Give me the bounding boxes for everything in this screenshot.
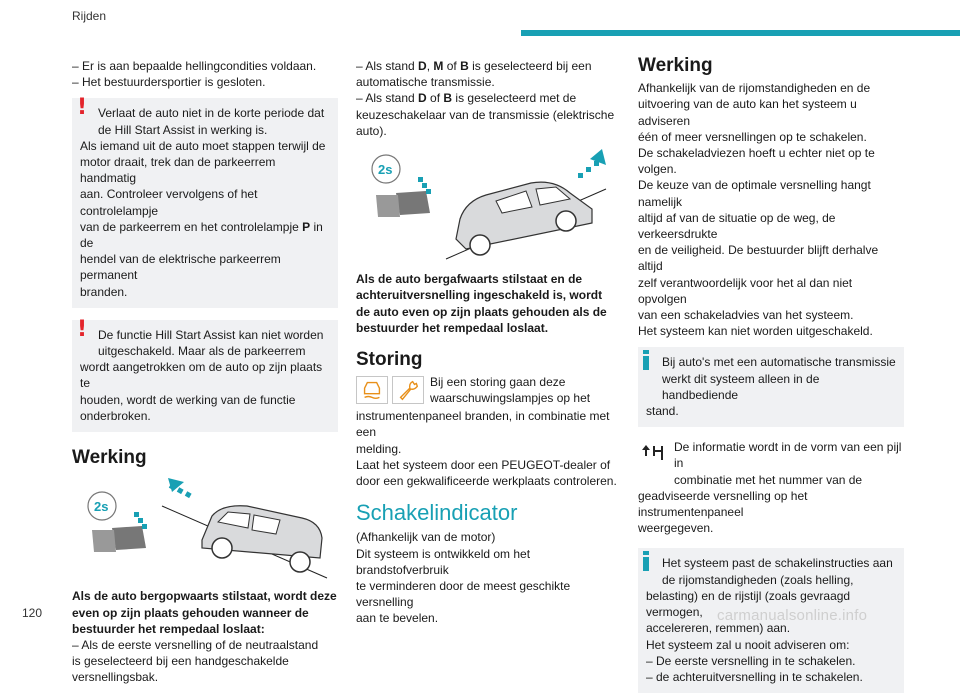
uphill-car-illustration [72, 478, 338, 578]
bullet-line: – Er is aan bepaalde hellingcondities voldaan. [72, 59, 317, 73]
column-right: Werking Afhankelijk van de rijomstandigheden en de uitvoering van de auto kan het systeem u adviseren één of meer versnellingen op te schakelen. De schakeladviezen hoeft u echter niet op te volgen. De keuze van de optimale versnelling hangt namelijk altijd af van de situatie op de weg, de verkeersdrukte en de veiligheid. De bestuurder blijft derhalve altijd zelf verantwoordelijk voor het al dan niet opvolgen van een schakeladvies van het systeem. Het systeem kan niet worden uitgeschakeld. Bij auto's met een automatische transmissie werkt dit systeem alleen in de handbediende stand. De informatie wordt in de vorm van een pijl in combinatie met het nummer van de geadviseerde versnelling op het instrumentenpaneel weergegeven. Het systeem past de schakelinstructies aan de rijomstandigheden (zoals helling, belasting) en de rijstijl (zoals gevraagd vermogen, accelereren, remmen) aan. Het systeem zal u nooit adviseren om: – De eerste versnelling in te schakelen. – de achteruitversnelling in te schakelen. [638, 58, 904, 693]
column-middle: – Als stand D, M of B is geselecteerd bij een automatische transmissie. – Als stand D of B is geselecteerd met de keuzeschakelaar van de transmissie (elektrische auto). 2s Als de auto bergafwaarts stilstaat en de achteruitversnelling ingeschakeld is, wordt de auto even op zijn plaats gehouden als de bestuurder het rempedaal loslaat. Storing Bij een storing gaan deze waarschuwingslampjes op het instrumentenpaneel branden, in combinatie met een melding. Laat het systeem door een PEUGEOT-dealer of door een gekwalificeerde werkplaats controleren. Schakelindicator (Afhankelijk van de motor) Dit systeem is ontwikkeld om het brandstofverbruik te verminderen door de meest geschikte versnelling aan te bevelen. [356, 58, 622, 627]
downhill-car-illustration [356, 149, 622, 259]
warning-box: ! Verlaat de auto niet in de korte periode dat de Hill Start Assist in werking is. Als iemand uit de auto moet stappen terwijl de motor draait, trek dan de parkeerrem handmatig aan. Controleer vervolgens of het controlelampje van de parkeerrem en het controlelampje P in de hendel van de elektrische parkeerrem permanent branden. [72, 98, 338, 307]
section-heading: Werking [638, 55, 713, 76]
warning-box: ! De functie Hill Start Assist kan niet worden uitgeschakeld. Maar als de parkeerrem wordt aangetrokken om de auto op zijn plaats te houden, wordt de werking van de functie onderbroken. [72, 320, 338, 432]
info-box: Het systeem past de schakelinstructies aan de rijomstandigheden (zoals helling, belasting) en de rijstijl (zoals gevraagd vermogen, accelereren, remmen) aan. Het systeem zal u nooit adviseren om: – De eerste versnelling in te schakelen. – de achteruitversnelling in te schakelen. [638, 548, 904, 693]
info-icon [643, 350, 649, 368]
gear-shift-indicator-icon [638, 440, 670, 468]
traction-warning-icon [356, 376, 388, 404]
watermark-text: carmanualsonline.info [717, 607, 868, 624]
info-box: Bij auto's met een automatische transmissie werkt dit systeem alleen in de handbediende stand. [638, 347, 904, 427]
section-heading: Werking [72, 447, 147, 469]
gear-info-row: De informatie wordt in de vorm van een pijl in combinatie met het nummer van de [638, 439, 904, 488]
bullet-line: – Het bestuurdersportier is gesloten. [72, 75, 266, 90]
warning-exclamation-icon: ! [77, 316, 88, 342]
timer-label: 2s [94, 499, 109, 515]
timer-label: 2s [378, 162, 393, 178]
service-wrench-icon [392, 376, 424, 404]
section-heading: Schakelindicator [356, 500, 518, 526]
section-title: Rijden [72, 9, 107, 23]
storing-row: Bij een storing gaan deze waarschuwingslampjes op het [356, 374, 622, 408]
warning-exclamation-icon: ! [77, 95, 88, 121]
header-accent-bar [521, 30, 960, 36]
section-heading: Storing [356, 349, 423, 371]
column-left: – Er is aan bepaalde hellingcondities voldaan. – Het bestuurdersportier is gesloten. ! Verlaat de auto niet in de korte periode dat de Hill Start Assist in werking is. Als iemand uit de auto moet stappen terwijl de motor draait, trek dan de parkeerrem handmatig aan. Controleer vervolgens of het controlelampje van de parkeerrem en het controlelampje P in de hendel van de elektrische parkeerrem permanent branden. ! De functie Hill Start Assist kan niet worden uitgeschakeld. Maar als de parkeerrem wordt aangetrokken om de auto op zijn plaats te houden, wordt de werking van de functie onderbroken. Werking 2s Als de auto bergopwaarts stilstaat, wordt deze even op zijn plaats gehouden wanneer de bestuurder het rempedaal loslaat: – Als de eerste versnelling of de neutraalstand is geselecteerd bij een handgeschakelde versnellingsbak. [72, 59, 337, 685]
info-icon [643, 551, 649, 569]
page-number: 120 [22, 606, 43, 620]
